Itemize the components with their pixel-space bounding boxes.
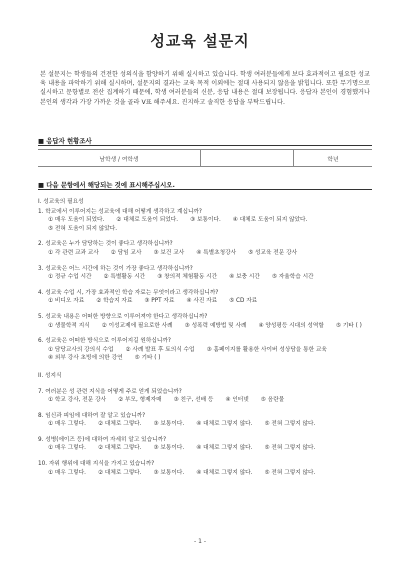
answer-options bbox=[38, 322, 372, 331]
answer-option[interactable]: ① 매우 그렇다. bbox=[48, 445, 86, 452]
grade-label: 학년 bbox=[294, 150, 373, 167]
answer-option[interactable]: ④ 사진 자료 bbox=[186, 298, 218, 305]
answer-options bbox=[38, 469, 372, 478]
answer-option[interactable]: ⑤ 성교육 전문 강사 bbox=[248, 249, 298, 256]
answer-option[interactable]: ② 학습지 자료 bbox=[96, 298, 133, 305]
answer-option[interactable]: ⑤ 전혀 도움이 되지 않았다. bbox=[48, 225, 118, 232]
category-heading: II. 성지식 bbox=[38, 372, 62, 379]
answer-option[interactable]: ④ 대체로 그렇지 않다. bbox=[196, 445, 253, 452]
answer-option[interactable]: ⑤ 전혀 그렇지 않다. bbox=[264, 469, 316, 476]
answer-option[interactable]: ③ 창의적 체험활동 시간 bbox=[157, 274, 218, 281]
answer-option[interactable]: ① 매우 그렇다. bbox=[48, 421, 86, 428]
answer-option[interactable]: ③ 보통이다. bbox=[153, 469, 185, 476]
answer-option[interactable]: ④ 외부 강사 초빙에 의한 강연 bbox=[48, 355, 123, 362]
question-text: 8. 임신과 피임에 대하여 잘 알고 있습니까? bbox=[38, 412, 146, 419]
answer-option[interactable]: ① 정규 수업 시간 bbox=[48, 274, 92, 281]
question-text: 4. 성교육 수업 시, 가장 효과적인 학습 자료는 무엇이라고 생각하십니까? bbox=[38, 289, 219, 296]
answer-options bbox=[38, 297, 372, 306]
answer-options bbox=[38, 273, 372, 282]
page-number: - 1 - bbox=[194, 538, 206, 545]
section-divider bbox=[38, 189, 372, 190]
question-item bbox=[38, 289, 372, 306]
answer-option[interactable]: ③ 홈페이지를 활용한 사이버 성상담을 통한 교육 bbox=[206, 346, 327, 353]
answer-options bbox=[38, 249, 372, 258]
answer-option[interactable]: ⑤ CD 자료 bbox=[229, 298, 258, 305]
question-text: 9. 성병(에이즈 등)에 대하여 자세히 알고 있습니까? bbox=[38, 436, 167, 443]
answer-option[interactable]: ① 비디오 자료 bbox=[48, 298, 85, 305]
answer-option[interactable]: ⑤ 음란물 bbox=[260, 397, 285, 404]
answer-option[interactable]: ① 학교 강사, 전문 강사 bbox=[48, 397, 107, 404]
answer-option[interactable]: ④ 대체로 도움이 되지 않았다. bbox=[232, 217, 308, 224]
answer-option[interactable]: ⑤ 기타 ( ) bbox=[335, 322, 362, 329]
answer-option[interactable]: ② 대체로 도움이 되었다. bbox=[116, 217, 179, 224]
question-text: 2. 성교육은 누가 담당하는 것이 좋다고 생각하십니까? bbox=[38, 241, 173, 248]
answer-option[interactable]: ③ 보건 교사 bbox=[153, 249, 185, 256]
question-item bbox=[38, 240, 372, 257]
category-heading: I. 성교육의 필요성 bbox=[38, 199, 84, 205]
answer-option[interactable]: ⑤ 전혀 그렇지 않다. bbox=[264, 445, 316, 452]
question-item bbox=[38, 265, 372, 282]
answer-option[interactable]: ① 생물학적 지식 bbox=[48, 322, 90, 329]
answer-option[interactable]: ② 사례 발표 후 토의식 수업 bbox=[125, 346, 195, 353]
question-text: 10. 자위 행위에 대해 지식을 가지고 있습니까? bbox=[38, 461, 155, 468]
answer-option[interactable]: ② 부모, 형제자매 bbox=[118, 397, 162, 404]
question-item bbox=[38, 460, 372, 477]
answer-options bbox=[38, 444, 372, 453]
question-item bbox=[38, 208, 372, 234]
gender-cell[interactable]: 남학생 / 여학생 bbox=[38, 150, 201, 167]
question-text: 6. 성교육은 어떠한 방식으로 이루어지길 원하십니까? bbox=[38, 338, 171, 345]
section-divider bbox=[38, 145, 372, 146]
question-item bbox=[38, 388, 372, 405]
answer-option[interactable]: ① 매우 그렇다. bbox=[48, 469, 86, 476]
answer-option[interactable]: ⑤ 기타 ( ) bbox=[134, 355, 161, 362]
answer-option[interactable]: ④ 대체로 그렇지 않다. bbox=[196, 421, 253, 428]
question-text: 3. 성교육은 어느 시간에 하는 것이 가장 좋다고 생각하십니까? bbox=[38, 265, 193, 272]
answer-option[interactable]: ③ 보통이다. bbox=[153, 445, 185, 452]
intro-paragraph: 본 설문지는 학생들의 건전한 성의식을 함양하기 위해 실시하고 있습니다. 학생 여러분들에게 보다 효과적이고 필요한 성교육 내용을 파악하기 위해 실시하며, 설문지의 결과는 교육 목적 이외에는 절대 사용되지 않음을 밝힙니다. 또한 무기명으로 실시하고 문항별로 전산 집계하기 때문에, 학생 여러분들의 신분, 응답 내용은 절대 보장됩니다. 응답자 본인이 경험했거나 본인의 생각과 가장 가까운 것을 골라 V표 해주세요. 진지하고 솔직한 응답을 부탁드립니다. bbox=[40, 71, 370, 106]
answer-option[interactable]: ④ 인터넷 bbox=[225, 397, 249, 404]
answer-option[interactable]: ③ 보통이다. bbox=[153, 421, 185, 428]
question-item bbox=[38, 412, 372, 429]
answer-option[interactable]: ② 대체로 그렇다. bbox=[98, 445, 142, 452]
question-text: 7. 여러분은 성 관련 지식을 어떻게 주로 얻게 되었습니까? bbox=[38, 388, 182, 395]
answer-options bbox=[38, 396, 372, 405]
answer-option[interactable]: ④ 대체로 그렇지 않다. bbox=[196, 469, 253, 476]
question-text: 1. 학교에서 이루어지는 성교육에 대해 어떻게 생각하고 계십니까? bbox=[38, 208, 202, 215]
answer-option[interactable]: ③ 친구, 선배 등 bbox=[173, 397, 214, 404]
answer-option[interactable]: ② 특별활동 시간 bbox=[103, 274, 146, 281]
question-text: 5. 성교육 내용은 어떠한 방향으로 이루어져야 한다고 생각하십니까? bbox=[38, 313, 208, 320]
answer-option[interactable]: ③ PPT 자료 bbox=[144, 298, 175, 305]
answer-options bbox=[38, 216, 372, 233]
question-item bbox=[38, 337, 372, 363]
question-item bbox=[38, 313, 372, 330]
answer-option[interactable]: ② 대체로 그렇다. bbox=[98, 421, 142, 428]
answer-option[interactable]: ② 대체로 그렇다. bbox=[98, 469, 142, 476]
question-list bbox=[38, 198, 372, 477]
answer-options bbox=[38, 420, 372, 429]
answer-options bbox=[38, 346, 372, 363]
page-title: 성교육 설문지 bbox=[150, 32, 250, 50]
answer-option[interactable]: ④ 양성평등 시대의 성역할 bbox=[258, 322, 324, 329]
answer-option[interactable]: ② 담임 교사 bbox=[110, 249, 142, 256]
instructions-header: ■ 다음 문항에서 해당되는 것에 표시해주십시오. bbox=[38, 181, 175, 189]
respondent-section-header: ■ 응답자 현황조사 bbox=[38, 137, 92, 145]
answer-option[interactable]: ③ 보통이다. bbox=[190, 217, 221, 224]
answer-option[interactable]: ⑤ 자율학습 시간 bbox=[271, 274, 314, 281]
answer-option[interactable]: ① 담당교사의 강의식 수업 bbox=[48, 346, 114, 353]
answer-option[interactable]: ① 각 관련 교과 교사 bbox=[48, 249, 99, 256]
answer-option[interactable]: ④ 보충 시간 bbox=[229, 274, 260, 281]
grade-input-cell[interactable] bbox=[201, 150, 294, 167]
question-item bbox=[38, 436, 372, 453]
answer-option[interactable]: ④ 특별초청강사 bbox=[196, 249, 237, 256]
answer-option[interactable]: ① 매우 도움이 되었다. bbox=[48, 217, 105, 224]
answer-option[interactable]: ③ 성폭력 예방법 및 사례 bbox=[184, 322, 247, 329]
answer-option[interactable]: ⑤ 전혀 그렇지 않다. bbox=[264, 421, 316, 428]
answer-option[interactable]: ② 이성교제에 필요로한 사례 bbox=[101, 322, 173, 329]
respondent-table bbox=[38, 149, 372, 167]
